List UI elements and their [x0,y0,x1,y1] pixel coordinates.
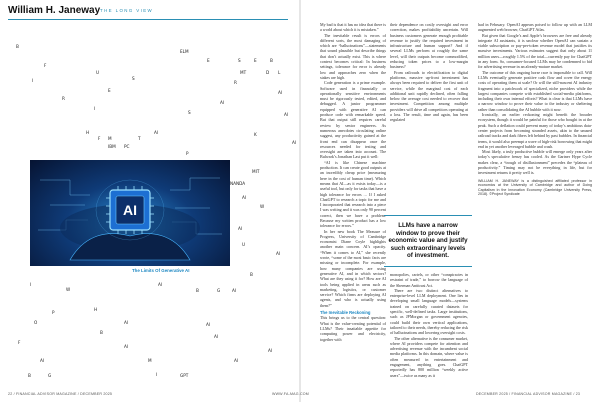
footer-center: WWW.FA-MAG.COM [272,392,309,396]
paragraph: The inevitable result is errors of different sorts, the most damaging of which are “hallucinations”—statements that sound plausible but describe things that don’t actually exist. This is where context becomes critical: In business settings, tolerance for error is already low and approaches zero when the stakes are high. [320,32,386,80]
author-bio: WILLIAM H. JANEWAY is a distinguished affiliated professor in economics at the University of Cambridge and author of Doing Capitalism in the Innovation Economy (Cambridge University Press, 2018). ©Project Syndicate [478,178,592,197]
article-column-2-lower [390,272,468,390]
author-name: William H. Janeway [8,5,101,16]
figure-caption: The Limits Of Generative AI [132,268,190,273]
paragraph: From railroads to electrification to digital platforms, massive up-front investment has always been required to deliver the first unit of service, while the marginal cost of each additional unit rapidly declined, often falling below the average cost needed to recover that investment. Competition among multiple providers will drive all competitors operating at a loss. The result, time and again, has been regulated [390,69,468,123]
letter-art: B ELM E S E B F MT D L I U S R E R AI I AI S AI H F M T AI K IBM PC AI P MIT NANDA AI W AI U AI B I W AI B G AI P H O AI AI B AI F AI AI AI M AI B G I GPT [16,44,297,378]
footer-left: 22 / FINANCIAL ADVISOR MAGAZINE / DECEMBER 2025 [8,392,113,396]
svg-text:AI: AI [123,202,137,218]
page-gutter [299,0,301,402]
paragraph: Code generation is a prime example. Software used in financially or operationally sensitive environments must be rigorously tested, edited, and debugged. A junior programmer equipped with generative AI can produce code with remarkable speed. But that output still requires careful review by senior engineers. As numerous anecdotes circulating online suggest, any productivity gained at the front end can disappear once the resources needed for testing and oversight are taken into account. The Bulwark’s Jonathan Last put it well: [320,80,386,160]
article-column-p22-body [320,22,386,342]
paragraph: This brings us to the central question: What is the value-creating potential of LLMs? Their insatiable appetite for computing power and electricity, together with [320,315,386,342]
paragraph: My bad is that it has no idea that there is a world about which it is mistaken.” [320,22,386,33]
paragraph: But given that Google’s and Apple’s browsers are free and already integrate AI assistants, it is unclear whether OpenAI can sustain a viable subscription or pay-per-token revenue model that justifies its massive investments. Various estimates suggest that only about 11 million users—roughly 1.5% of the total—currently pay for ChatGPT in any form. So, consumer-focused LLMs may be condemned to bid for advertising revenue in an already-mature market. [478,32,592,70]
paragraph: Ironically, an earlier reckoning might benefit the broader ecosystem, though it would be painful for those who bought in at the peak. Such a deflation could prevent many of today’s ambitious data-center projects from becoming stranded assets, akin to the unused railroad tracks and dark fibers left behind by past bubbles. In financial terms, it would also preempt a wave of high-risk borrowing that might end in yet another leveraged bubble and crash. [478,112,592,149]
column-rubric: THE LONG VIEW [100,8,154,13]
header-rule [8,19,288,20]
section-subhead: The Inevitable Reckoning [320,310,371,316]
ai-chip-icon [30,160,230,266]
article-column-3 [478,22,592,388]
article-column-2 [390,22,468,210]
ai-chip-illustration [30,160,230,266]
paragraph: In her new book The Measure of Progress, University of Cambridge economist Diane Coyle highlights another main concern. AI’s opacity. “When it comes to AI,” she recently wrote, “some of the most basic facts are missing or incomplete. For example, how many companies are using generative AI, and in which sectors? What are they using it for? How are AI tools being applied in areas such as marketing, logistics, or customer service? Which firms are deploying AI agents, and who is actually using them?” [320,228,386,308]
footer-right: DECEMBER 2025 / FINANCIAL ADVISOR MAGAZINE / 23 [476,392,581,396]
paragraph: The outcome of this ongoing horse race is impossible to call. Will LLMs eventually generate positive cash flow and cover the energy costs of operating them at scale? Or will the still-nascent AI industry fragment into a patchwork of specialized, niche providers while the largest companies compete with established social-media platforms, including their own internal efforts? What is clear is that LLMs have a narrow window to prove their value to the industry or sheltering rather than consolidating the AI bubble with it now. [478,69,592,112]
paragraph: The other alternative is the consumer market, where AI providers compete for attention and advertising revenue with the incumbent social media platforms. In this domain, where value is often measured in entertainment and engagement, anything goes. ChatGPT reportedly has 800 million “weekly active users”—twice as many as it [390,335,468,378]
paragraph: their dependence on costly oversight and error correction, makes profitability uncertain. Will business customers generate enough profitable revenue to justify the required investment in infrastructure and human support? And if several LLMs perform at roughly the same level, will their outputs become commodified, reducing token prices to a low-margin business? [390,22,468,70]
paragraph: monopolies, cartels, or other “conspiracies in restraint of trade,” to borrow the language of the Sherman Antitrust Act. [390,272,468,288]
pull-quote: LLMs have a narrow window to prove their economic value and justify such extraordinary levels of investment. [384,215,472,267]
paragraph: Most likely, a truly productive bubble will emerge only years after today’s speculative frenzy has cooled. As the Gartner Hype Cycle makes clear, a “trough of disillusionment” precedes the “plateau of productivity.” Timing may not be everything in life, but for investment returns it pretty well is. [478,149,592,176]
paragraph: had in February. OpenAI appears poised to follow up with an LLM augmented web browser, ChatGPT Atlas. [478,22,592,33]
paragraph: There are two distinct alternatives to enterprise-level LLM deployment. One lies in developing small language models—systems trained on carefully curated datasets for specific, well-defined tasks. Large institutions, such as JPMorgan or government agencies, could build their own vertical applications, tailored to their needs, thereby reducing the risk of hallucinations and lowering oversight costs. [390,287,468,336]
paragraph: “AI is like Chinese machine production. It can create good outputs at an incredibly cheap price (measuring here in the cost of human time). Which means that AI—as it exists today—is a useful tool, but only for tasks that have a high tolerance for errors … If I asked ChatGPT to research a topic for me and I incorporated that research into a piece I was writing and it was only 90 percent correct, then we have a problem. Because my written product has a low tolerance for errors.” [320,159,386,229]
